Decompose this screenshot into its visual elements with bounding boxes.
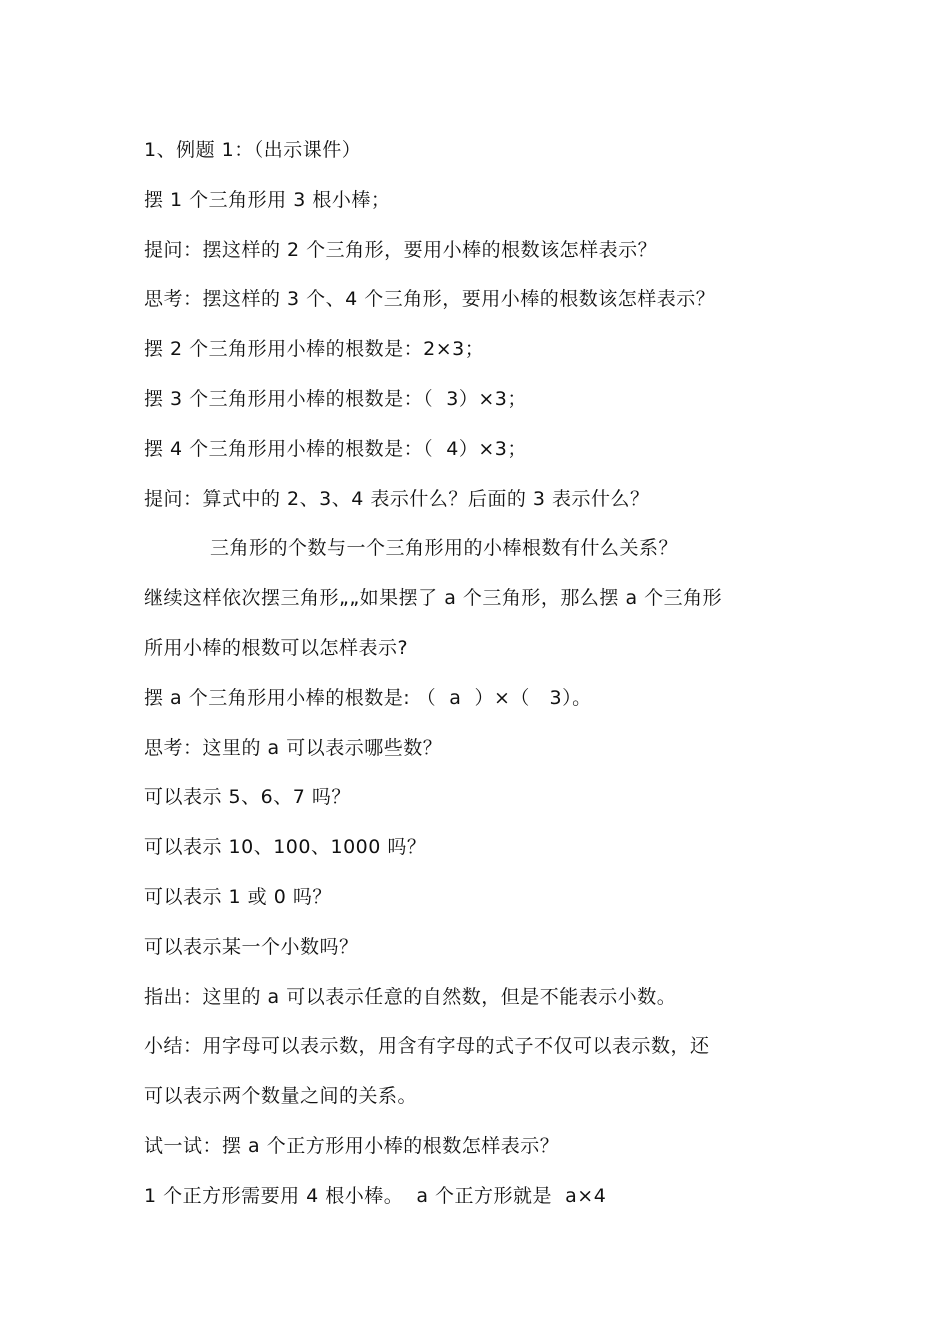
text-line-16: 可以表示 1 或 0 吗？ bbox=[144, 885, 332, 908]
text-line-12: 摆 a 个三角形用小棒的根数是: （ a ）×（ 3）。 bbox=[144, 686, 592, 709]
text-line-14: 可以表示 5、6、7 吗？ bbox=[144, 786, 351, 809]
text-line-2: 摆 1 个三角形用 3 根小棒； bbox=[144, 188, 391, 211]
text-line-6: 摆 3 个三角形用小棒的根数是：（ 3）×3； bbox=[144, 387, 527, 410]
text-line-20: 可以表示两个数量之间的关系。 bbox=[144, 1085, 418, 1108]
text-line-15: 可以表示 10、100、1000 吗？ bbox=[144, 836, 427, 859]
text-line-1: 1、例题 1：（出示课件） bbox=[144, 139, 362, 161]
text-line-19: 小结：用字母可以表示数，用含有字母的式子不仅可以表示数，还 bbox=[144, 1035, 710, 1058]
text-line-17: 可以表示某一个小数吗？ bbox=[144, 935, 359, 958]
text-line-8: 提问：算式中的 2、3、4 表示什么？后面的 3 表示什么？ bbox=[144, 487, 650, 510]
document-body bbox=[144, 126, 824, 1222]
text-line-21: 试一试：摆 a 个正方形用小棒的根数怎样表示？ bbox=[144, 1134, 560, 1157]
text-line-18: 指出：这里的 a 可以表示任意的自然数，但是不能表示小数。 bbox=[144, 985, 677, 1008]
text-line-13: 思考：这里的 a 可以表示哪些数？ bbox=[144, 736, 443, 759]
text-line-11: 所用小棒的根数可以怎样表示? bbox=[144, 636, 409, 659]
text-line-10: 继续这样依次摆三角形„„如果摆了 a 个三角形，那么摆 a 个三角形 bbox=[144, 587, 723, 610]
text-line-4: 思考：摆这样的 3 个、4 个三角形，要用小棒的根数该怎样表示？ bbox=[144, 288, 716, 311]
text-line-22: 1 个正方形需要用 4 根小棒。 a 个正方形就是 a×4 bbox=[144, 1184, 607, 1207]
text-line-3: 提问：摆这样的 2 个三角形，要用小棒的根数该怎样表示？ bbox=[144, 238, 658, 261]
text-line-7: 摆 4 个三角形用小棒的根数是：（ 4）×3； bbox=[144, 437, 527, 460]
text-line-5: 摆 2 个三角形用小棒的根数是：2×3； bbox=[144, 338, 485, 361]
text-line-9: 三角形的个数与一个三角形用的小棒根数有什么关系？ bbox=[210, 537, 679, 560]
